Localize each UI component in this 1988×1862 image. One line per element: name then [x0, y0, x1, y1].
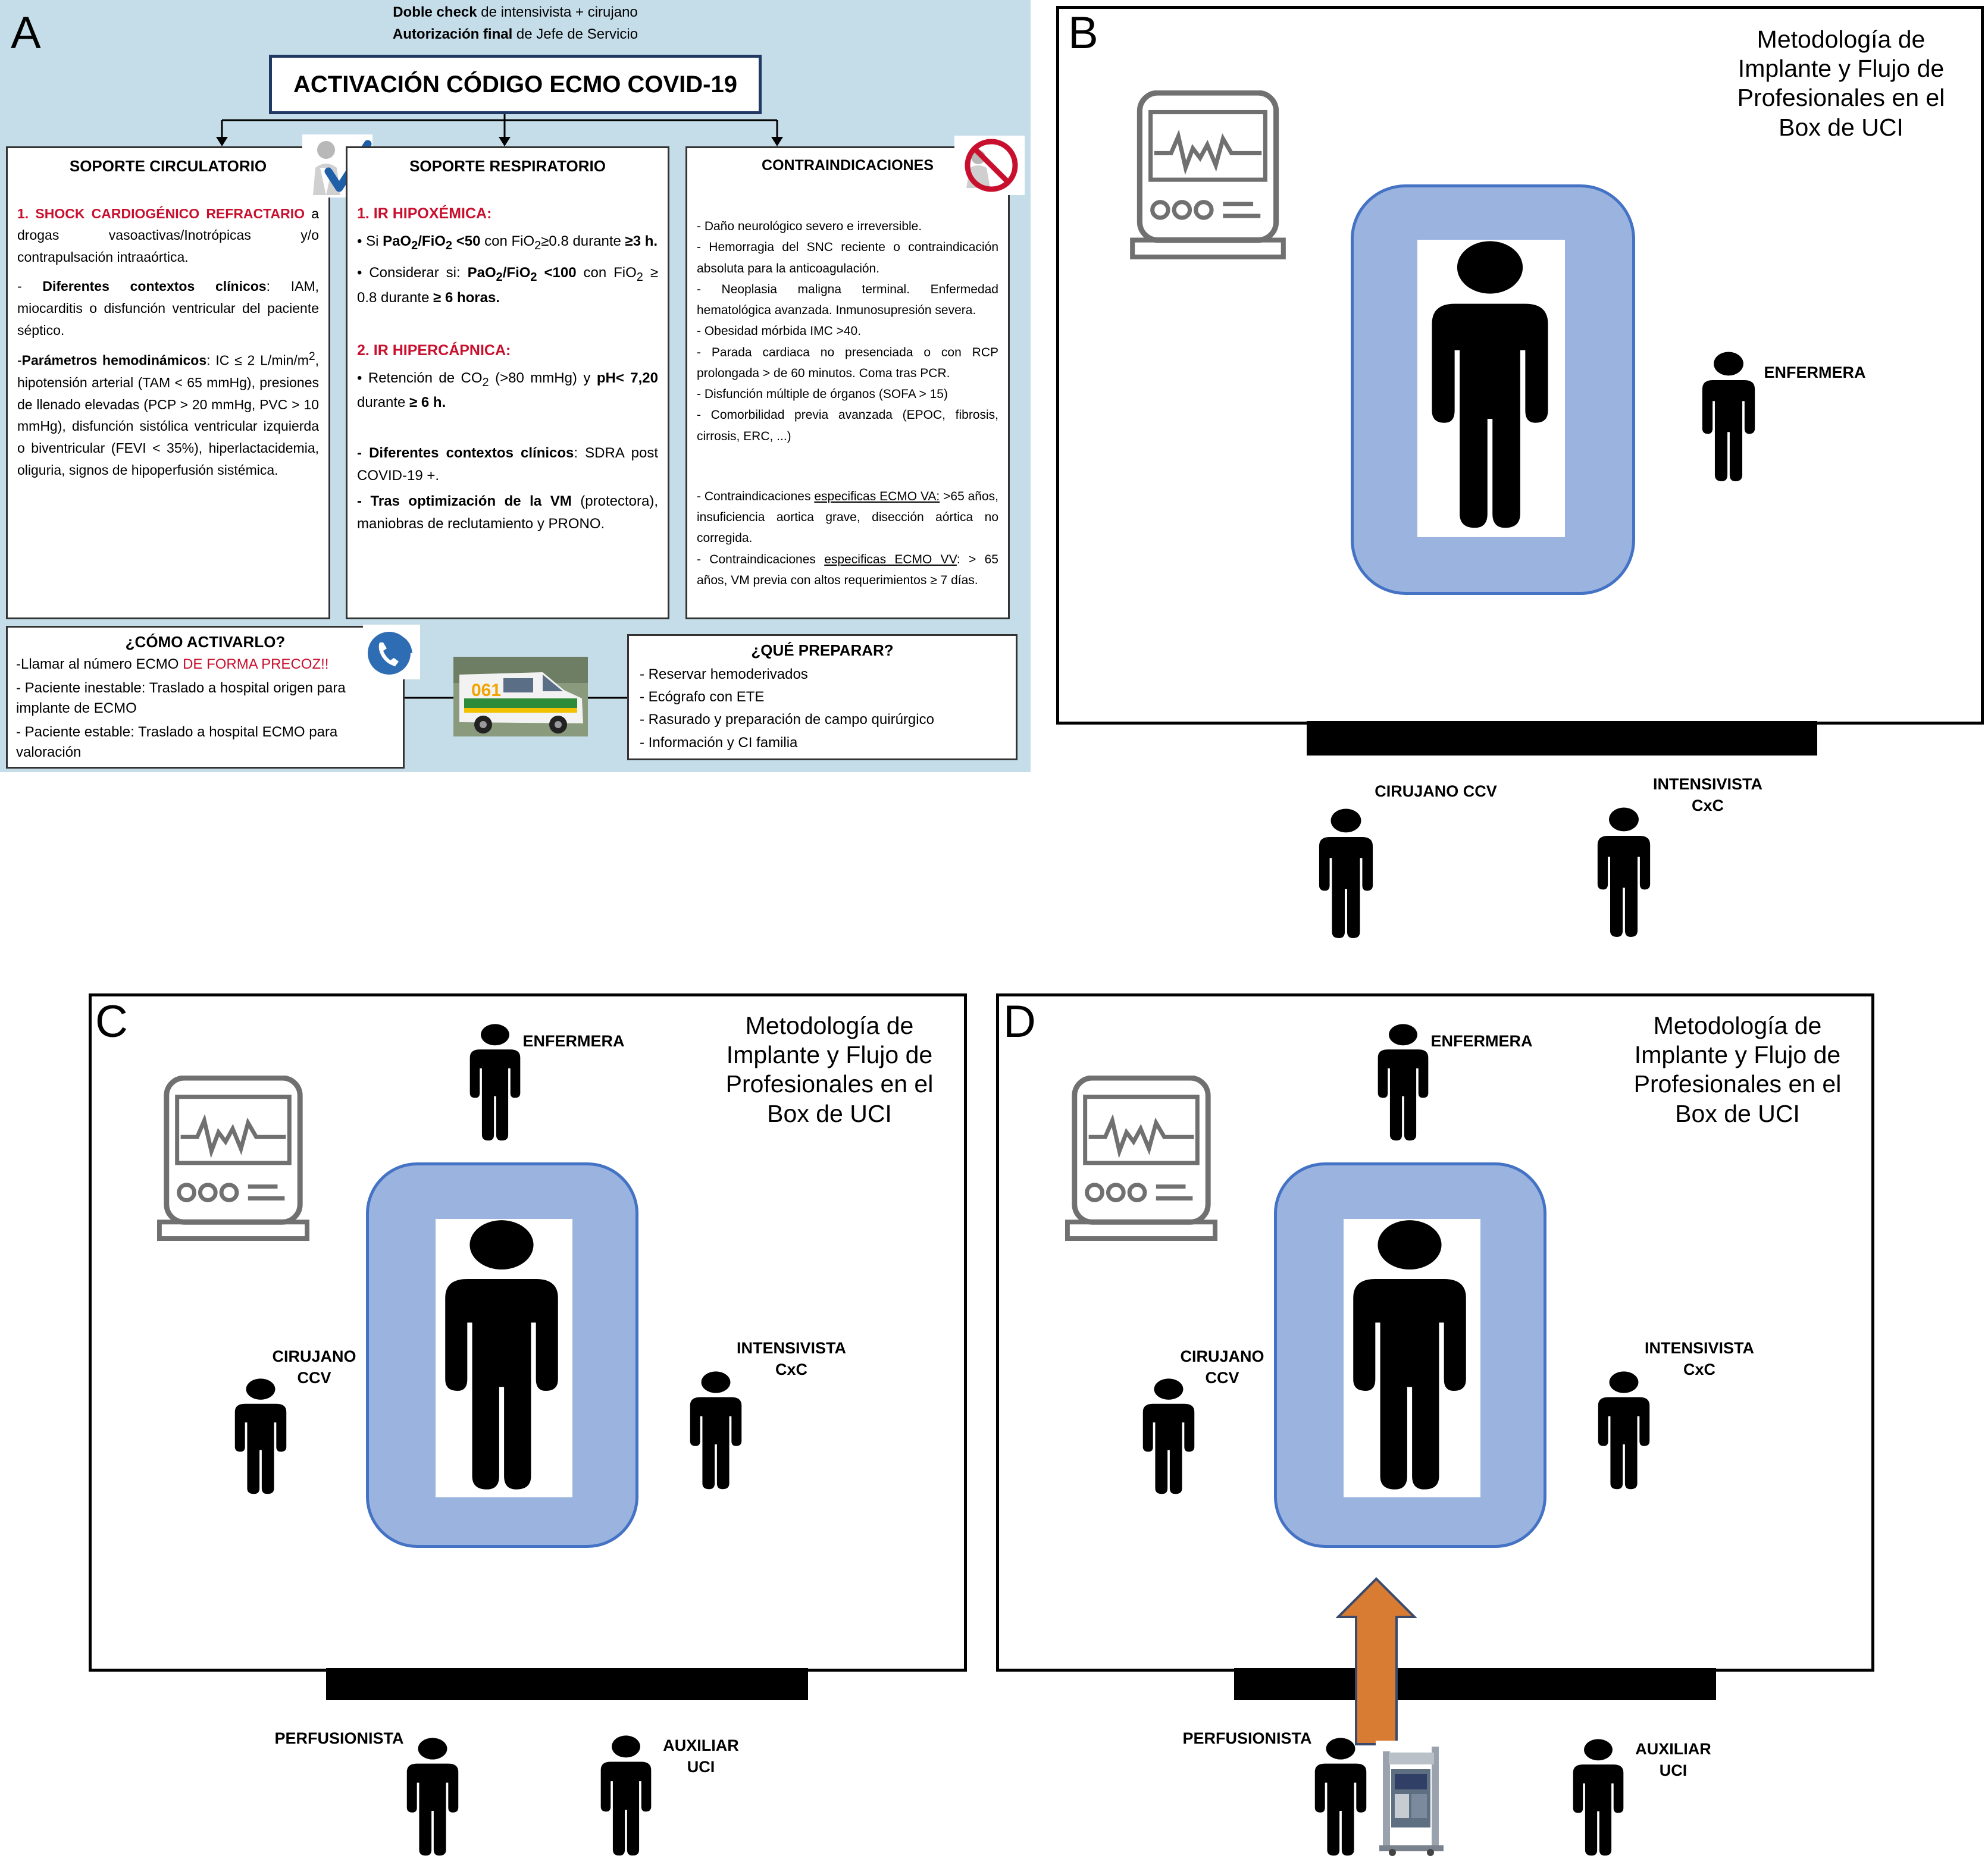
perfusionist-figure [1313, 1737, 1369, 1857]
intensivist-label: INTENSIVISTA CxC [1644, 1339, 1755, 1379]
nurse-figure [468, 1023, 522, 1142]
surgeon-label: CIRUJANO CCV [272, 1347, 356, 1387]
ecmo-machine-image [1375, 1741, 1448, 1857]
respiratory-contexts: - Diferentes contextos clínicos: SDRA post COVID-19 +. [357, 444, 658, 484]
patient-monitor-icon [1065, 1076, 1217, 1241]
contraindications-box [685, 146, 1010, 619]
nurse-figure [1700, 351, 1757, 483]
flow-connectors [0, 0, 1031, 155]
circulatory-p2: - Diferentes contextos clínicos: IAM, miocarditis o disfunción ventricular del paciente séptico. [17, 278, 320, 338]
respiratory-heading: SOPORTE RESPIRATORIO [409, 157, 606, 175]
circulatory-p3: -Parámetros hemodinámicos: IC ≤ 2 $L/\min/m^2$, hipotensión arterial (TAM < 65 mmHg), presiones de llenado elevadas (PCP > 20 mmHg, PVC > 10 mmHg), disfunción sistólica ventricular izquierda o biventricular (FEVI < 35%), hiperlactacidemia, oliguria, signos de hipoperfusión sistémica. [17, 350, 319, 478]
prepare-item: - Rasurado y preparación de campo quirúrgico [640, 711, 934, 728]
contraindication-item: - Obesidad mórbida IMC >40. [697, 324, 862, 338]
hypercapnic-criterion: • Retención de $CO_2$ (>80 mmHg) y pH< 7,20 durante ≥ 6 h. [357, 369, 658, 411]
contraindication-item: - Neoplasia maligna terminal. Enfermedad hematológica avanzada. Inmunosupresión severa. [697, 282, 998, 318]
hypoxemic-heading: 1. IR HIPOXÉMICA: [357, 205, 492, 222]
box-entrance-bar [1307, 721, 1817, 756]
ecmo-code-title: ACTIVACIÓN CÓDIGO ECMO COVID-19 [269, 55, 762, 114]
activate-line-1: -Llamar al número ECMO DE FORMA PRECOZ!! [16, 656, 329, 672]
prepare-item: - Ecógrafo con ETE [640, 688, 765, 705]
hypercapnic-heading: 2. IR HIPERCÁPNICA: [357, 341, 511, 359]
surgeon-label: CIRUJANO CCV [1375, 782, 1497, 800]
panel-a-letter: A [11, 8, 41, 58]
how-to-activate-box [6, 626, 405, 769]
contraindications-va: - Contraindicaciones especificas ECMO VA: >65 años, insuficiencia aortica grave, disección aórtica no corregida. [697, 489, 999, 546]
patient-monitor-icon [1129, 90, 1287, 259]
hypoxemic-criterion-2: • Considerar si: PaO$_2$/FiO$_2$ <100 con FiO$_2$ ≥ 0.8 durante ≥ 6 horas. [357, 265, 658, 306]
box-entrance-bar [1234, 1668, 1716, 1700]
panel-b-title: Metodología de Implante y Flujo de Profesionales en el Box de UCI [1737, 26, 1945, 141]
panel-a [0, 0, 1031, 772]
surgeon-figure [1317, 808, 1375, 940]
contraindications-heading: CONTRAINDICACIONES [762, 157, 934, 174]
double-check-line: Doble check de intensivista + cirujano [393, 4, 638, 20]
perfusionist-figure [405, 1737, 461, 1857]
activate-line-2: - Paciente inestable: Traslado a hospital origen para implante de ECMO [16, 679, 346, 717]
intensivist-figure [1596, 1371, 1652, 1491]
ventilation-optimization: - Tras optimización de la VM (protectora), maniobras de reclutamiento y PRONO. [357, 493, 658, 532]
intensivist-label: INTENSIVISTA CxC [1652, 775, 1763, 815]
prepare-item: - Información y CI familia [640, 734, 798, 751]
patient-figure [440, 1218, 563, 1493]
prepare-heading: ¿QUÉ PREPARAR? [751, 641, 894, 659]
contraindication-item: - Disfunción múltiple de órganos (SOFA > 15) [697, 387, 948, 402]
icu-assistant-label: AUXILIAR UCI [663, 1736, 739, 1776]
surgeon-figure [233, 1378, 289, 1496]
surgeon-label: CIRUJANO CCV [1180, 1347, 1264, 1387]
box-entrance-bar [326, 1668, 808, 1700]
icu-assistant-figure [599, 1735, 653, 1857]
circulatory-p1: 1. SHOCK CARDIOGÉNICO REFRACTARIO a drogas vasoactivas/Inotrópicas y/o contrapulsación intraaórtica. [17, 205, 319, 265]
prepare-item: - Reservar hemoderivados [640, 666, 808, 682]
entry-arrow [1336, 1576, 1417, 1747]
intensivist-figure [688, 1371, 744, 1491]
ambulance-image [453, 657, 588, 736]
respiratory-support-box [346, 146, 669, 619]
contraindication-item: - Hemorragia del SNC reciente o contraindicación absoluta para la anticoagulación. [697, 240, 998, 275]
patient-figure [1348, 1218, 1471, 1493]
activate-line-3: - Paciente estable: Traslado a hospital ECMO para valoración [16, 724, 338, 761]
panel-d-letter: D [1003, 996, 1036, 1047]
panel-b-letter: B [1068, 8, 1098, 58]
perfusionist-label: PERFUSIONISTA [1182, 1729, 1312, 1747]
what-to-prepare-box [627, 634, 1018, 760]
intensivist-label: INTENSIVISTA CxC [736, 1339, 847, 1379]
contraindications-list [697, 216, 998, 447]
contraindications-vv: - Contraindicaciones especificas ECMO VV: > 65 años, VM previa con altos requerimientos ≥ 7 días. [697, 552, 998, 587]
perfusionist-label: PERFUSIONISTA [274, 1729, 404, 1747]
icu-assistant-figure [1571, 1738, 1626, 1857]
phone-icon [363, 625, 420, 679]
nurse-label: ENFERMERA [1430, 1032, 1533, 1050]
nurse-label: ENFERMERA [1764, 363, 1866, 381]
icu-assistant-label: AUXILIAR UCI [1635, 1740, 1711, 1780]
panel-d-title: Metodología de Implante y Flujo de Profesionales en el Box de UCI [1633, 1012, 1842, 1127]
ambulance-logo-text: 061 [471, 681, 502, 700]
nurse-figure [1376, 1023, 1430, 1142]
circulatory-heading: SOPORTE CIRCULATORIO [69, 157, 267, 175]
patient-figure [1427, 239, 1553, 532]
panel-c-letter: C [95, 996, 128, 1047]
contraindication-item: - Parada cardiaca no presenciada o con RCP prolongada > de 60 minutos. Coma tras PCR. [697, 345, 998, 380]
hypoxemic-criterion-1: • Si PaO$_2$/FiO$_2$ <50 con FiO$_2$≥0.8 durante ≥3 h. [357, 233, 658, 252]
panel-c-title: Metodología de Implante y Flujo de Profesionales en el Box de UCI [725, 1012, 934, 1127]
surgeon-figure [1141, 1378, 1197, 1496]
patient-monitor-icon [157, 1076, 309, 1241]
intensivist-figure [1595, 807, 1652, 939]
contraindication-item: - Daño neurológico severo e irreversible. [697, 220, 922, 233]
activate-heading: ¿CÓMO ACTIVARLO? [125, 633, 286, 651]
prohibited-sign-icon [954, 136, 1025, 195]
contraindication-item: - Comorbilidad previa avanzada (EPOC, fibrosis, cirrosis, ERC, ...) [697, 408, 998, 443]
nurse-label: ENFERMERA [522, 1032, 625, 1050]
connector-line [588, 695, 627, 701]
final-authorization-line: Autorización final de Jefe de Servicio [392, 26, 638, 43]
circulatory-support-box [6, 146, 330, 619]
